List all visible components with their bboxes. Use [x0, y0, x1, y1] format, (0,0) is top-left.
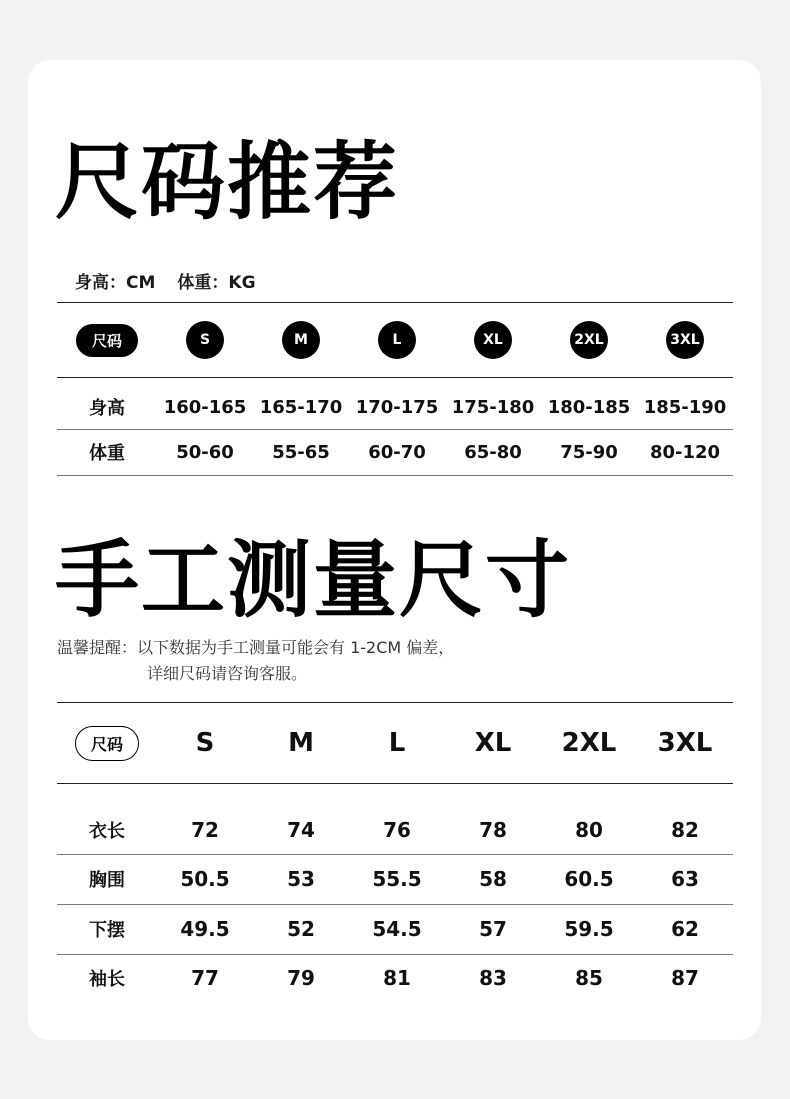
table-cell: 50-60	[176, 441, 234, 463]
measure-hem-row	[57, 907, 733, 951]
size-header: 3XL	[657, 728, 713, 758]
table-cell: 87	[671, 966, 699, 990]
row-label: 袖长	[89, 969, 125, 990]
size-badge: S	[186, 321, 224, 359]
table-cell: 52	[287, 917, 315, 941]
row-label: 衣长	[89, 821, 125, 842]
table-cell: 55-65	[272, 441, 330, 463]
header-divider	[57, 377, 733, 378]
header-divider	[57, 783, 733, 784]
table-cell: 62	[671, 917, 699, 941]
measure-chest-row	[57, 857, 733, 901]
table-cell: 50.5	[180, 867, 230, 891]
table-cell: 58	[479, 867, 507, 891]
table-cell: 49.5	[180, 917, 230, 941]
note-line-1: 温馨提醒：以下数据为手工测量可能会有 1-2CM 偏差，	[57, 638, 455, 657]
row-divider	[57, 904, 733, 905]
table-top-rule	[57, 702, 733, 703]
table-cell: 72	[191, 818, 219, 842]
row-label: 身高	[89, 398, 125, 419]
table-cell: 175-180	[451, 396, 535, 418]
measure-header-row	[57, 722, 733, 764]
height-unit-label: 身高：CM	[75, 273, 156, 293]
table-cell: 74	[287, 818, 315, 842]
measurement-note	[57, 635, 454, 687]
table-cell: 78	[479, 818, 507, 842]
table-cell: 60.5	[564, 867, 614, 891]
row-divider	[57, 854, 733, 855]
row-divider	[57, 954, 733, 955]
table-top-rule	[57, 302, 733, 303]
manual-measurement-title: 手工测量尺寸	[55, 531, 572, 629]
size-cell	[253, 321, 349, 359]
size-header-cell	[57, 726, 157, 761]
table-cell: 85	[575, 966, 603, 990]
table-cell: 55.5	[372, 867, 422, 891]
table-cell: 63	[671, 867, 699, 891]
table-cell: 53	[287, 867, 315, 891]
size-header: S	[195, 728, 215, 758]
table-cell: 77	[191, 966, 219, 990]
table-cell: 79	[287, 966, 315, 990]
size-recommendation-title: 尺码推荐	[55, 133, 400, 231]
size-cell	[637, 321, 733, 359]
row-label: 体重	[89, 443, 125, 464]
size-header: L	[388, 728, 406, 758]
table-cell: 80	[575, 818, 603, 842]
table-cell: 180-185	[547, 396, 631, 418]
table-cell: 82	[671, 818, 699, 842]
units-note	[75, 268, 256, 293]
size-badge: XL	[474, 321, 512, 359]
table-cell: 59.5	[564, 917, 614, 941]
size-badge: 2XL	[570, 321, 608, 359]
table-cell: 160-165	[163, 396, 247, 418]
recommend-weight-row	[57, 433, 733, 471]
recommend-header-row	[57, 318, 733, 362]
table-cell: 83	[479, 966, 507, 990]
size-cell	[445, 321, 541, 359]
table-cell: 185-190	[643, 396, 727, 418]
size-header: M	[288, 728, 314, 758]
table-cell: 54.5	[372, 917, 422, 941]
size-header: XL	[474, 728, 512, 758]
size-cell	[349, 321, 445, 359]
weight-unit-label: 体重：KG	[177, 273, 256, 293]
table-cell: 165-170	[259, 396, 343, 418]
note-line-2: 详细尺码请咨询客服。	[147, 664, 308, 683]
size-badge: L	[378, 321, 416, 359]
table-cell: 81	[383, 966, 411, 990]
size-badge: M	[282, 321, 320, 359]
row-label: 胸围	[89, 870, 125, 891]
measure-sleeve-row	[57, 956, 733, 1000]
table-cell: 65-80	[464, 441, 522, 463]
table-cell: 75-90	[560, 441, 618, 463]
table-cell: 76	[383, 818, 411, 842]
size-pill: 尺码	[75, 726, 139, 761]
table-cell: 80-120	[649, 441, 721, 463]
recommend-height-row	[57, 388, 733, 426]
size-cell	[541, 321, 637, 359]
table-bottom-rule	[57, 475, 733, 476]
row-divider	[57, 429, 733, 430]
size-badge: 3XL	[666, 321, 704, 359]
row-label: 下摆	[89, 920, 125, 941]
size-header: 2XL	[561, 728, 617, 758]
measure-length-row	[57, 808, 733, 852]
table-cell: 170-175	[355, 396, 439, 418]
table-cell: 60-70	[368, 441, 426, 463]
size-pill: 尺码	[76, 324, 138, 357]
size-header-cell	[57, 324, 157, 357]
size-cell	[157, 321, 253, 359]
table-cell: 57	[479, 917, 507, 941]
